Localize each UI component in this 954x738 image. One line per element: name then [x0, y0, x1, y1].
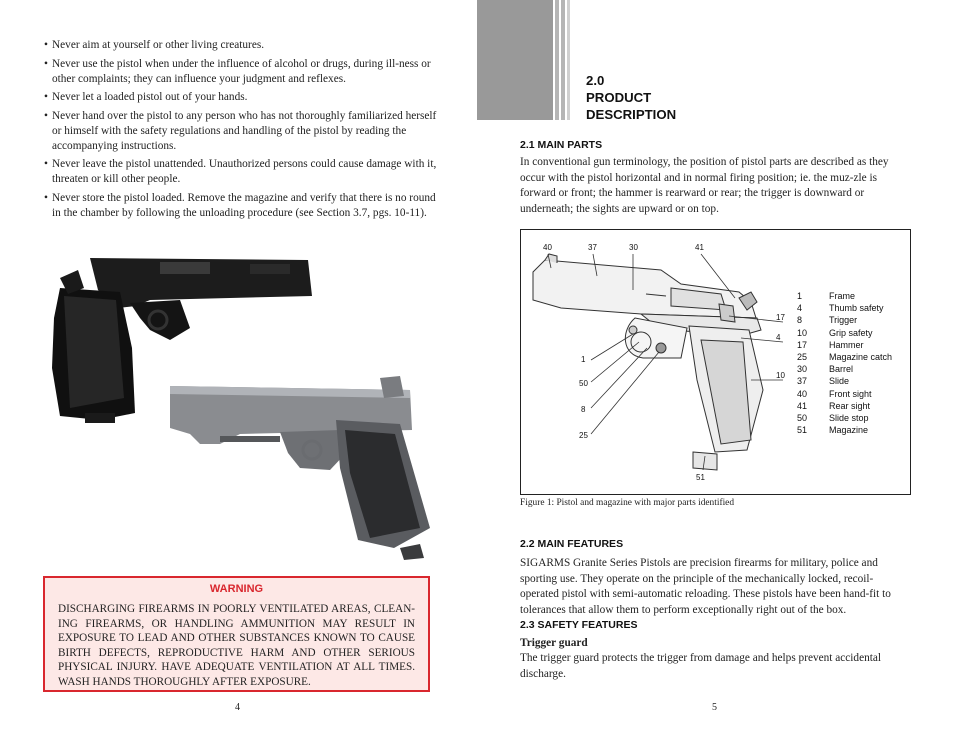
section-heading	[586, 72, 676, 123]
page-number-left: 4	[235, 702, 240, 713]
section-title-line1: PRODUCT	[586, 90, 652, 105]
legend-name: Hammer	[829, 340, 864, 350]
legend-number: 30	[797, 364, 808, 374]
main-parts-heading: 2.1 MAIN PARTS	[520, 139, 603, 151]
legend-number: 41	[797, 401, 808, 411]
callout-label: 51	[696, 473, 705, 482]
callout-label: 1	[581, 355, 586, 364]
warning-box	[43, 576, 430, 692]
warning-text: DISCHARGING FIREARMS IN POORLY VENTILATED AREAS, CLEAN-ING FIREARMS, OR HANDLING AMMUNITION MAY RESULT IN EXPOSURE TO LEAD AND OTHER SUBSTANCES KNOWN TO CAUSE BIRTH DEFECTS, REPRODUCTIVE HARM AND OTHER SERIOUS PHYSICAL INJURY. HAVE ADEQUATE VENTILATION AT ALL TIMES. WASH HANDS THOROUGHLY AFTER EXPOSURE.	[58, 603, 415, 688]
callout-label: 41	[695, 243, 704, 252]
main-features-heading: 2.2 MAIN FEATURES	[520, 538, 624, 550]
legend-number: 51	[797, 425, 808, 435]
legend-name: Frame	[829, 291, 856, 301]
section-number: 2.0	[586, 73, 605, 88]
section-tab-block	[477, 0, 553, 120]
legend-name: Magazine	[829, 425, 869, 435]
section-tab-stripe	[561, 0, 565, 120]
safety-features-heading: 2.3 SAFETY FEATURES	[520, 619, 638, 631]
legend-name: Magazine catch	[829, 352, 893, 362]
section-tab-stripe	[555, 0, 559, 120]
legend-number: 40	[797, 389, 808, 399]
legend-number: 37	[797, 376, 808, 386]
bullet-item: • Never hand over the pistol to any person who has not thoroughly familiarized herself or himself with the safety regulations and handling of the pistol by reading the accompanying instructions.	[44, 109, 439, 154]
main-features-text: SIGARMS Granite Series Pistols are precision firearms for military, police and sporting use. They operate on the principle of the mechanically locked, recoil-operated pistol with semi-automatic reloading. These pistols have been hand-fit to tolerances that allow them to perform exceptionally right out of the box.	[520, 557, 891, 616]
legend-number: 17	[797, 340, 808, 350]
safety-bullet-list	[44, 38, 439, 224]
callout-label: 10	[776, 371, 785, 380]
legend-name: Rear sight	[829, 401, 871, 411]
callout-label: 30	[629, 243, 638, 252]
bullet-item: • Never use the pistol when under the influence of alcohol or drugs, during ill-ness or other complaints; they can influence your judgment and reflexes.	[44, 57, 439, 87]
bullet-item: • Never leave the pistol unattended. Unauthorized persons could cause damage with it, threaten or kill other people.	[44, 157, 439, 187]
page-number-right: 5	[712, 702, 717, 713]
legend-name: Slide	[829, 376, 850, 386]
callout-label: 37	[588, 243, 597, 252]
pistols-photo	[40, 248, 440, 563]
trigger-guard-subheading: Trigger guard	[520, 637, 588, 649]
callout-label: 8	[581, 405, 586, 414]
legend-number: 1	[797, 291, 803, 301]
bullet-item: • Never store the pistol loaded. Remove the magazine and verify that there is no round in the chamber by following the unloading procedure (see Section 3.7, pgs. 10-11).	[44, 191, 439, 221]
section-tab-stripe	[567, 0, 570, 120]
legend-number: 10	[797, 328, 808, 338]
legend-name: Barrel	[829, 364, 854, 374]
callout-label: 50	[579, 379, 588, 388]
figure-caption: Figure 1: Pistol and magazine with major parts identified	[520, 498, 735, 508]
parts-diagram	[521, 230, 909, 493]
callout-label: 25	[579, 431, 588, 440]
legend-name: Front sight	[829, 389, 872, 399]
legend-number: 8	[797, 315, 803, 325]
bullet-item: • Never aim at yourself or other living creatures.	[44, 38, 439, 53]
warning-title: WARNING	[209, 583, 264, 595]
callout-label: 40	[543, 243, 552, 252]
section-title-line2: DESCRIPTION	[586, 107, 677, 122]
parts-figure	[520, 229, 911, 495]
callout-label: 17	[776, 313, 785, 322]
legend-name: Thumb safety	[829, 303, 884, 313]
main-parts-text: In conventional gun terminology, the position of pistol parts are described as they occur with the pistol horizontal and in normal firing position; ie. the muz-zle is forward or front; the hammer is rearward or rear; the trigger is downward or underneath; the sights are upward or on top.	[520, 156, 889, 215]
parts-legend	[797, 291, 892, 435]
callout-label: 4	[776, 333, 781, 342]
legend-number: 50	[797, 413, 808, 423]
bullet-item: • Never let a loaded pistol out of your hands.	[44, 90, 439, 105]
legend-number: 25	[797, 352, 808, 362]
legend-name: Slide stop	[829, 413, 869, 423]
pistol-line-drawing	[533, 254, 763, 470]
silver-pistol-image	[170, 376, 430, 560]
legend-name: Trigger	[829, 315, 858, 325]
legend-name: Grip safety	[829, 328, 873, 338]
trigger-guard-text: The trigger guard protects the trigger from damage and helps prevent accidental discharge.	[520, 652, 882, 680]
legend-number: 4	[797, 303, 803, 313]
